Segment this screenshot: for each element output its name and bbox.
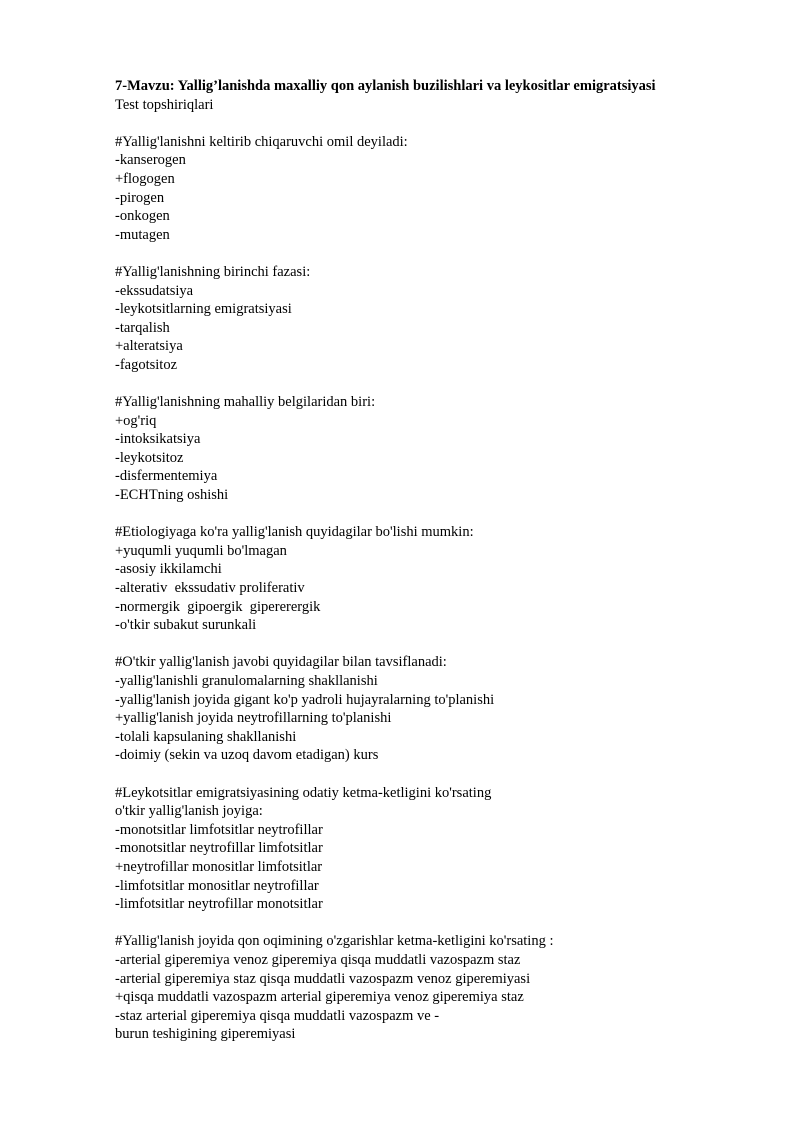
answer-option: -leykotsitlarning emigratsiyasi xyxy=(115,301,292,318)
answer-option: -tarqalish xyxy=(115,319,170,336)
answer-option: -pirogen xyxy=(115,189,165,206)
answer-option: -asosiy ikkilamchi xyxy=(115,561,222,578)
question-block xyxy=(115,133,775,245)
answer-option: -staz arterial giperemiya qisqa muddatli vazospazm ve - xyxy=(115,1007,440,1024)
answer-option: -leykotsitoz xyxy=(115,449,184,466)
question-prompt: #Etiologiyaga ko'ra yallig'lanish quyidagilar bo'lishi mumkin: xyxy=(115,524,474,541)
question-block xyxy=(115,263,775,375)
document-title: 7-Mavzu: Yallig’lanishda maxalliy qon aylanish buzilishlari va leykositlar emigratsiyasi xyxy=(115,78,656,94)
answer-option: -yallig'lanish joyida gigant ko'p yadroli hujayralarning to'planishi xyxy=(115,691,495,708)
answer-option: +qisqa muddatli vazospazm arterial giperemiya venoz giperemiya staz xyxy=(115,989,524,1006)
answer-option: -mutagen xyxy=(115,226,170,243)
answer-option: -monotsitlar limfotsitlar neytrofillar xyxy=(115,821,323,838)
answer-option: -tolali kapsulaning shakllanishi xyxy=(115,728,297,745)
answer-option: +og'riq xyxy=(115,412,157,429)
answer-option: -onkogen xyxy=(115,208,170,225)
question-block xyxy=(115,932,775,1044)
answer-option: -fagotsitoz xyxy=(115,356,178,373)
answer-option: burun teshigining giperemiyasi xyxy=(115,1026,296,1043)
answer-option: -limfotsitlar monositlar neytrofillar xyxy=(115,877,319,894)
question-prompt: #Leykotsitlar emigratsiyasining odatiy ketma-ketligini ko'rsating xyxy=(115,784,492,801)
question-block xyxy=(115,523,775,635)
answer-option: -arterial giperemiya venoz giperemiya qisqa muddatli vazospazm staz xyxy=(115,951,521,968)
answer-option: -alterativ ekssudativ proliferativ xyxy=(115,580,305,597)
answer-option: -intoksikatsiya xyxy=(115,431,201,448)
answer-option: -ECHTning oshishi xyxy=(115,487,229,504)
answer-option: -doimiy (sekin va uzoq davom etadigan) kurs xyxy=(115,747,379,764)
answer-option: +yallig'lanish joyida neytrofillarning to'planishi xyxy=(115,710,392,727)
document-subtitle: Test topshiriqlari xyxy=(115,96,214,113)
answer-option: -yallig'lanishli granulomalarning shakllanishi xyxy=(115,673,378,689)
answer-option: -monotsitlar neytrofillar limfotsitlar xyxy=(115,840,323,857)
question-list xyxy=(115,133,775,1044)
document-page xyxy=(115,77,775,1044)
answer-option: +flogogen xyxy=(115,170,175,187)
answer-option: -ekssudatsiya xyxy=(115,282,194,299)
answer-option: +neytrofillar monositlar limfotsitlar xyxy=(115,858,323,875)
question-prompt: o'tkir yallig'lanish joyiga: xyxy=(115,803,263,820)
answer-option: -kanserogen xyxy=(115,152,186,169)
question-prompt: #Yallig'lanishning mahalliy belgilaridan biri: xyxy=(115,394,376,411)
question-block xyxy=(115,653,775,765)
answer-option: -normergik gipoergik gipererergik xyxy=(115,598,321,615)
answer-option: -disfermentemiya xyxy=(115,468,218,485)
question-block xyxy=(115,784,775,914)
question-prompt: #Yallig'lanish joyida qon oqimining o'zgarishlar ketma-ketligini ko'rsating : xyxy=(115,933,554,950)
answer-option: -o'tkir subakut surunkali xyxy=(115,617,257,634)
question-prompt: #O'tkir yallig'lanish javobi quyidagilar bilan tavsiflanadi: xyxy=(115,654,447,671)
answer-option: -limfotsitlar neytrofillar monotsitlar xyxy=(115,896,323,913)
question-prompt: #Yallig'lanishni keltirib chiqaruvchi omil deyiladi: xyxy=(115,133,408,150)
answer-option: +alteratsiya xyxy=(115,338,183,355)
answer-option: -arterial giperemiya staz qisqa muddatli vazospazm venoz giperemiyasi xyxy=(115,970,531,987)
question-prompt: #Yallig'lanishning birinchi fazasi: xyxy=(115,263,311,280)
answer-option: +yuqumli yuqumli bo'lmagan xyxy=(115,542,287,559)
question-block xyxy=(115,393,775,505)
